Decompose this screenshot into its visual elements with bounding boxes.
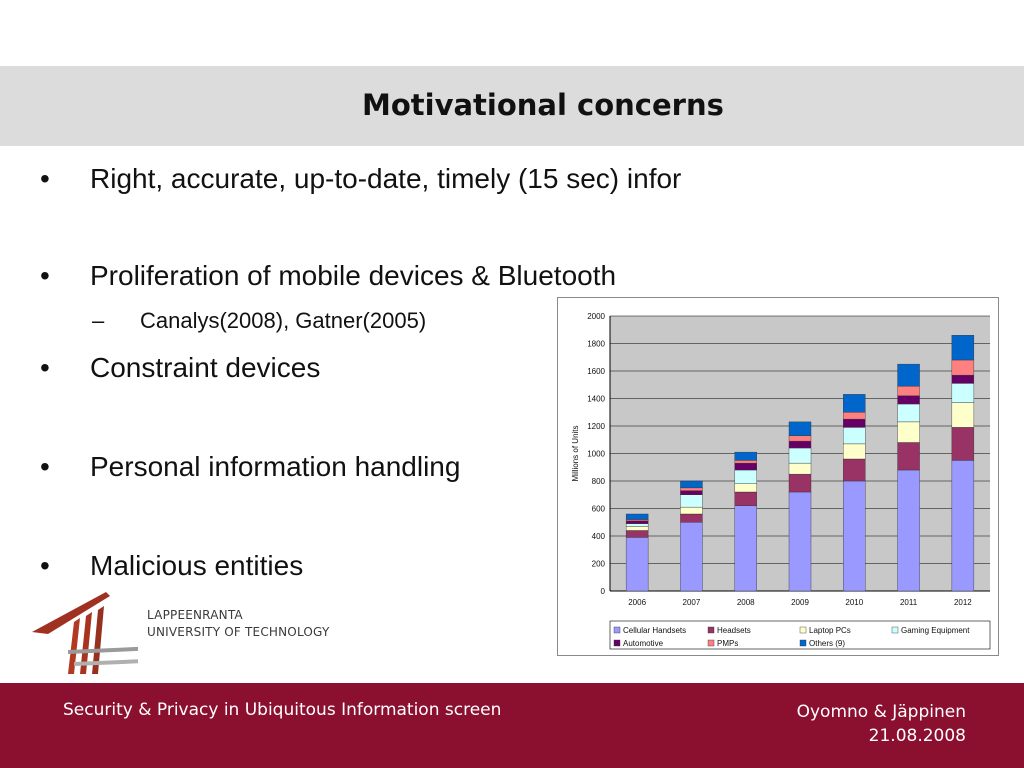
bullet-text: Proliferation of mobile devices & Bluetooth (90, 260, 617, 291)
bar-segment (735, 460, 757, 463)
logo-mark-icon (28, 588, 138, 678)
bar-segment (952, 335, 974, 360)
y-tick-label: 800 (591, 477, 605, 486)
x-tick-label: 2012 (953, 598, 972, 607)
bullet-glyph: • (40, 260, 50, 291)
legend-swatch (892, 627, 898, 633)
bar-segment (735, 506, 757, 591)
bar-segment (843, 481, 865, 591)
bar-segment (952, 375, 974, 383)
x-tick-label: 2007 (682, 598, 701, 607)
bar-segment (626, 514, 648, 520)
bar-segment (680, 514, 702, 522)
bar-segment (952, 403, 974, 428)
bullet-text: Right, accurate, up-to-date, timely (15 sec) infor (90, 163, 682, 194)
bar-segment (680, 481, 702, 488)
y-tick-label: 600 (591, 504, 605, 514)
y-tick-label: 200 (591, 559, 605, 569)
legend-label: Laptop PCs (809, 626, 851, 635)
x-tick-label: 2011 (899, 598, 918, 607)
bar-segment (626, 520, 648, 521)
legend-label: Gaming Equipment (901, 626, 970, 635)
logo-line-1: LAPPEENRANTA (147, 608, 243, 622)
bar-segment (789, 436, 811, 442)
bar-segment (898, 470, 920, 591)
bullet-glyph: • (40, 352, 50, 383)
bullet-text: Personal information handling (90, 451, 461, 482)
bar-segment (626, 521, 648, 524)
bar-segment (952, 360, 974, 375)
y-axis-label: Millions of Units (571, 425, 580, 482)
bullet-glyph: • (40, 451, 50, 482)
legend-label: Cellular Handsets (623, 626, 687, 635)
bar-segment (898, 443, 920, 471)
y-tick-label: 1600 (587, 367, 605, 376)
bar-segment (735, 463, 757, 470)
bar-segment (843, 419, 865, 427)
footer-date: 21.08.2008 (868, 726, 966, 746)
bar-segment (843, 412, 865, 419)
y-tick-label: 1800 (587, 339, 605, 349)
bar-segment (898, 386, 920, 396)
bar-segment (843, 444, 865, 459)
bar-segment (680, 491, 702, 495)
legend-label: Automotive (623, 639, 664, 648)
bar-segment (843, 394, 865, 412)
dash-glyph: – (92, 308, 105, 333)
bullet-text: Constraint devices (90, 352, 321, 383)
legend-label: PMPs (717, 639, 739, 648)
bar-segment (789, 448, 811, 463)
legend-swatch (800, 627, 806, 633)
y-tick-label: 400 (591, 532, 605, 541)
bar-segment (952, 427, 974, 460)
bar-segment (898, 364, 920, 386)
bar-segment (680, 507, 702, 514)
footer-title: Security & Privacy in Ubiquitous Information screen (63, 700, 502, 720)
bar-segment (843, 459, 865, 481)
bar-segment (898, 422, 920, 443)
y-tick-label: 1400 (587, 394, 605, 404)
university-logo (28, 588, 328, 678)
legend-swatch (708, 627, 714, 633)
bar-segment (898, 396, 920, 404)
bar-segment (952, 460, 974, 591)
x-tick-label: 2008 (736, 598, 755, 607)
sub-bullet-text: Canalys(2008), Gatner(2005) (140, 308, 427, 333)
bullet-text: Malicious entities (90, 550, 304, 581)
bar-segment (680, 495, 702, 507)
bullet-glyph: • (40, 550, 50, 581)
bar-segment (680, 488, 702, 491)
bar-segment (789, 463, 811, 474)
legend-swatch (800, 640, 806, 646)
bar-segment (843, 427, 865, 444)
bar-segment (789, 441, 811, 448)
stacked-bar-chart (558, 298, 1000, 657)
bar-segment (735, 470, 757, 484)
bullet-glyph: • (40, 163, 50, 194)
footer-credits (797, 700, 966, 748)
bar-segment (680, 522, 702, 591)
legend-label: Others (9) (809, 639, 846, 648)
slide-title: Motivational concerns (362, 88, 724, 122)
bar-segment (735, 452, 757, 460)
bar-segment (626, 524, 648, 527)
bar-segment (952, 383, 974, 402)
bar-segment (626, 531, 648, 538)
y-tick-label: 0 (600, 587, 605, 596)
legend-swatch (614, 627, 620, 633)
bar-segment (735, 492, 757, 506)
bar-segment (789, 422, 811, 436)
bar-segment (898, 404, 920, 422)
bar-segment (626, 526, 648, 530)
bar-segment (789, 492, 811, 591)
x-tick-label: 2010 (845, 598, 864, 607)
logo-line-2: UNIVERSITY OF TECHNOLOGY (147, 625, 330, 639)
bar-segment (789, 474, 811, 492)
footer-authors: Oyomno & Jäppinen (796, 702, 966, 722)
y-tick-label: 1200 (587, 422, 605, 431)
bar-segment (626, 537, 648, 591)
y-tick-label: 2000 (587, 312, 605, 321)
chart-frame (557, 297, 999, 656)
legend-label: Headsets (717, 626, 751, 635)
legend-swatch (614, 640, 620, 646)
y-tick-label: 1000 (587, 449, 605, 459)
x-tick-label: 2006 (628, 598, 647, 607)
x-tick-label: 2009 (791, 598, 809, 607)
bar-segment (735, 484, 757, 492)
legend-swatch (708, 640, 714, 646)
